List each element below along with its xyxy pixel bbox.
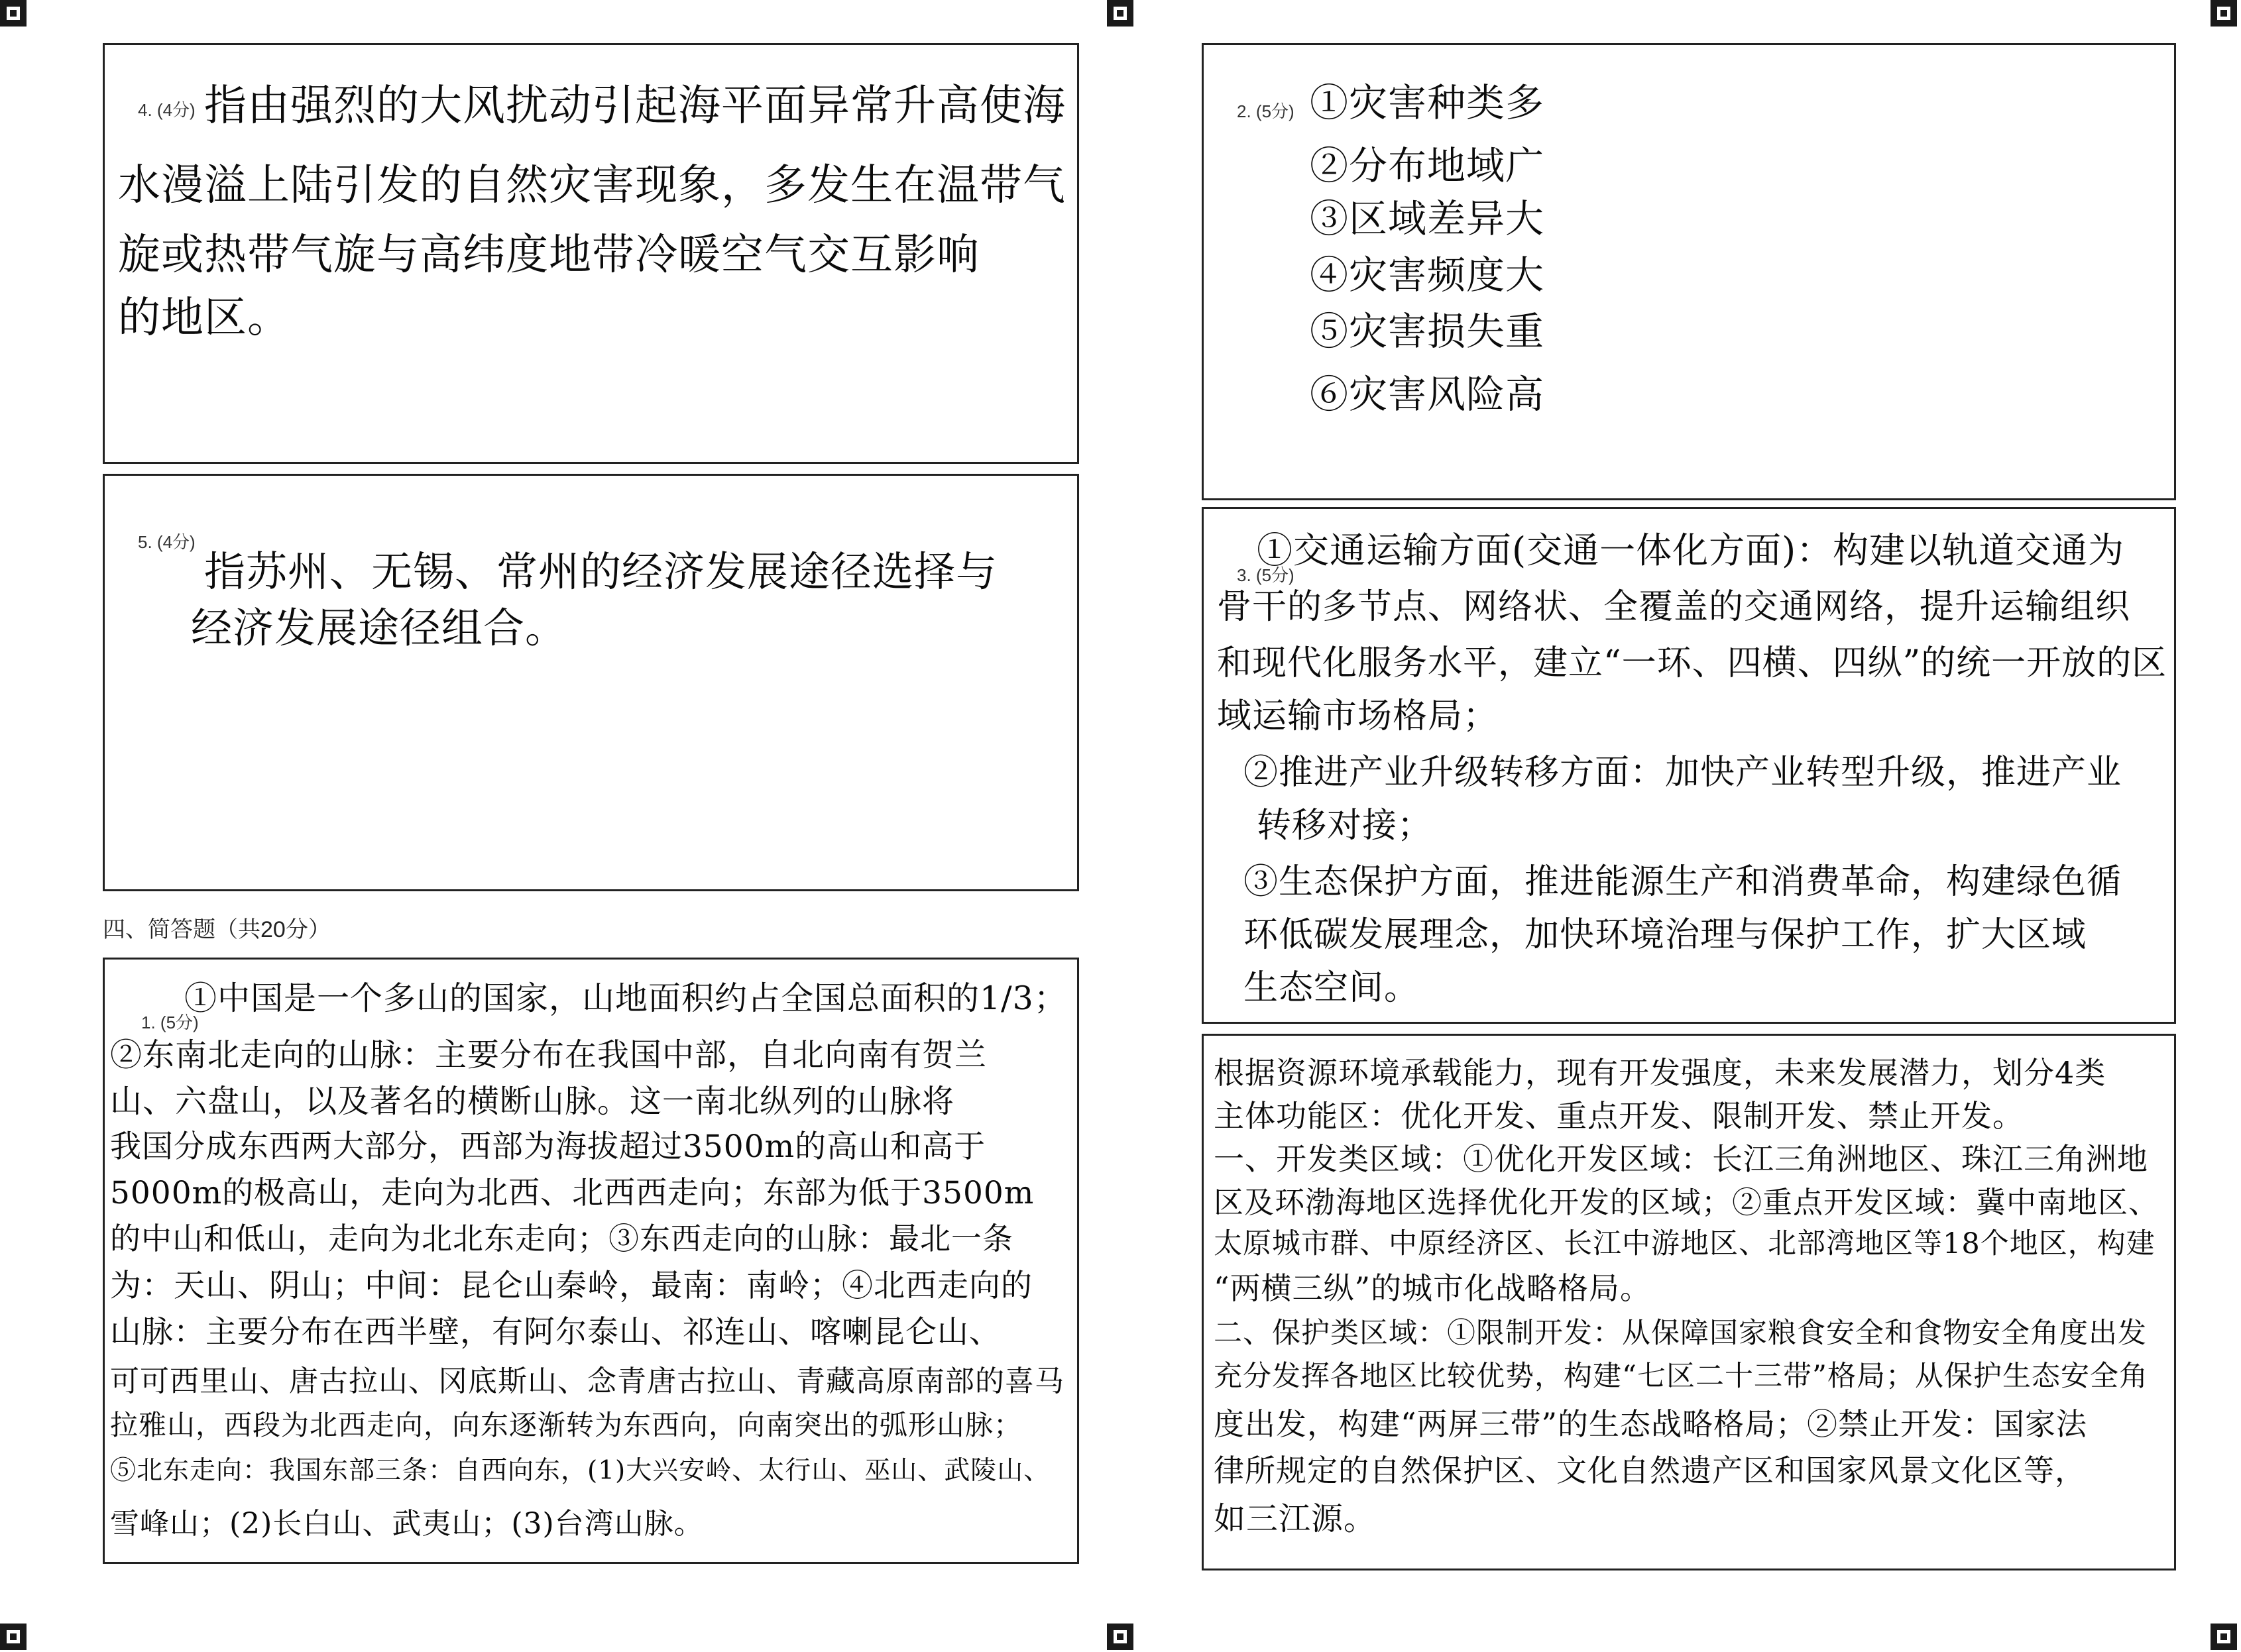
answer-line: ①灾害种类多 [1310,80,1545,125]
answer-line: 环低碳发展理念，加快环境治理与保护工作，扩大区域 [1243,915,2087,955]
answer-line: ①交通运输方面(交通一体化方面)：构建以轨道交通为 [1257,529,2125,571]
answer-line: 经济发展途径组合。 [191,604,567,652]
registration-marker-bottom-left [0,1624,27,1650]
answer-line: ②分布地域广 [1310,143,1545,188]
answer-line: 的中山和低山，走向为北北东走向；③东西走向的山脉：最北一条 [110,1221,1013,1256]
answer-box-right-q4 [1202,1034,2176,1570]
question-label: 2. (5分) [1237,101,1294,121]
answer-box-left-q5 [103,474,1079,891]
answer-line: ②东南北走向的山脉：主要分布在我国中部，自北向南有贺兰 [110,1036,988,1074]
answer-line: ②推进产业升级转移方面：加快产业转型升级，推进产业 [1243,753,2122,793]
registration-marker-bottom-right [2211,1624,2237,1650]
answer-line: 主体功能区：优化开发、重点开发、限制开发、禁止开发。 [1214,1098,2024,1134]
answer-line: 骨干的多节点、网络状、全覆盖的交通网络，提升运输组织 [1217,587,2131,627]
answer-line: 度出发，构建“两屏三带”的生态战略格局；②禁止开发：国家法 [1214,1406,2088,1442]
answer-line: 区及环渤海地区选择优化开发的区域；②重点开发区域：冀中南地区、 [1214,1185,2159,1220]
answer-line: 二、保护类区域：①限制开发：从保障国家粮食安全和食物安全角度出发 [1214,1317,2147,1350]
answer-line: 指苏州、无锡、常州的经济发展途径选择与 [204,547,998,596]
answer-box-left-q1 [103,958,1079,1564]
answer-box-right-q3 [1202,507,2176,1024]
answer-line: 山、六盘山，以及著名的横断山脉。这一南北纵列的山脉将 [110,1083,955,1120]
answer-line: ⑥灾害风险高 [1310,372,1545,417]
question-label: 1. (5分) [141,1013,199,1032]
answer-line: 转移对接； [1257,806,1433,846]
answer-line: 律所规定的自然保护区、文化自然遗产区和国家风景文化区等， [1214,1453,2086,1488]
answer-line: ④灾害频度大 [1310,252,1545,298]
answer-line: 拉雅山，西段为北西走向，向东逐渐转为东西向，向南突出的弧形山脉； [110,1409,1023,1441]
answer-line: ③区域差异大 [1310,196,1545,241]
answer-line: ⑤北东走向：我国东部三条：自西向东，(1)大兴安岭、太行山、巫山、武陵山、 [110,1456,1051,1486]
answer-line: ③生态保护方面，推进能源生产和消费革命，构建绿色循 [1243,862,2122,902]
section-title: 四、简答题（共20分） [103,917,331,942]
answer-line: ①中国是一个多山的国家，山地面积约占全国总面积的1/3； [184,979,1067,1017]
answer-line: 如三江源。 [1214,1500,1377,1537]
answer-box-right-q2 [1202,43,2176,500]
answer-line: 和现代化服务水平，建立“一环、四横、四纵”的统一开放的区 [1217,643,2167,683]
question-label: 4. (4分) [138,100,196,120]
answer-line: 水漫溢上陆引发的自然灾害现象，多发生在温带气 [118,161,1066,210]
answer-line: 我国分成东西两大部分，西部为海拔超过3500m的高山和高于 [110,1129,986,1165]
answer-line: ⑤灾害损失重 [1310,309,1545,354]
question-label: 5. (4分) [138,532,196,552]
answer-line: “两横三纵”的城市化战略格局。 [1214,1270,1652,1306]
answer-line: 为：天山、阴山；中间：昆仑山秦岭，最南：南岭；④北西走向的 [110,1268,1033,1304]
answer-line: 充分发挥各地区比较优势，构建“七区二十三带”格局；从保护生态安全角 [1214,1360,2148,1393]
answer-line: 根据资源环境承载能力，现有开发强度，未来发展潜力，划分4类 [1214,1055,2106,1091]
answer-line: 雪峰山；(2)长白山、武夷山；(3)台湾山脉。 [110,1507,704,1541]
registration-marker-top-right [2211,0,2237,27]
answer-line: 一、开发类区域：①优化开发区域：长江三角洲地区、珠江三角洲地 [1214,1141,2148,1177]
answer-line: 生态空间。 [1243,968,1420,1008]
registration-marker-top-center [1107,0,1133,27]
answer-line: 可可西里山、唐古拉山、冈底斯山、念青唐古拉山、青藏高原南部的喜马 [110,1364,1064,1398]
answer-line: 域运输市场格局； [1217,696,1499,736]
answer-line: 5000m的极高山，走向为北西、北西西走向；东部为低于3500m [110,1175,1035,1211]
answer-line: 山脉：主要分布在西半壁，有阿尔泰山、祁连山、喀喇昆仑山、 [110,1314,1001,1350]
answer-line: 太原城市群、中原经济区、长江中游地区、北部湾地区等18个地区，构建 [1214,1227,2155,1260]
answer-line: 旋或热带气旋与高纬度地带冷暖空气交互影响 [118,231,980,280]
question-label: 3. (5分) [1237,565,1294,585]
answer-box-left-q4 [103,43,1079,464]
answer-line: 指由强烈的大风扰动引起海平面异常升高使海 [204,82,1066,131]
registration-marker-top-left [0,0,27,27]
answer-line: 的地区。 [118,294,290,343]
registration-marker-bottom-center [1107,1624,1133,1650]
